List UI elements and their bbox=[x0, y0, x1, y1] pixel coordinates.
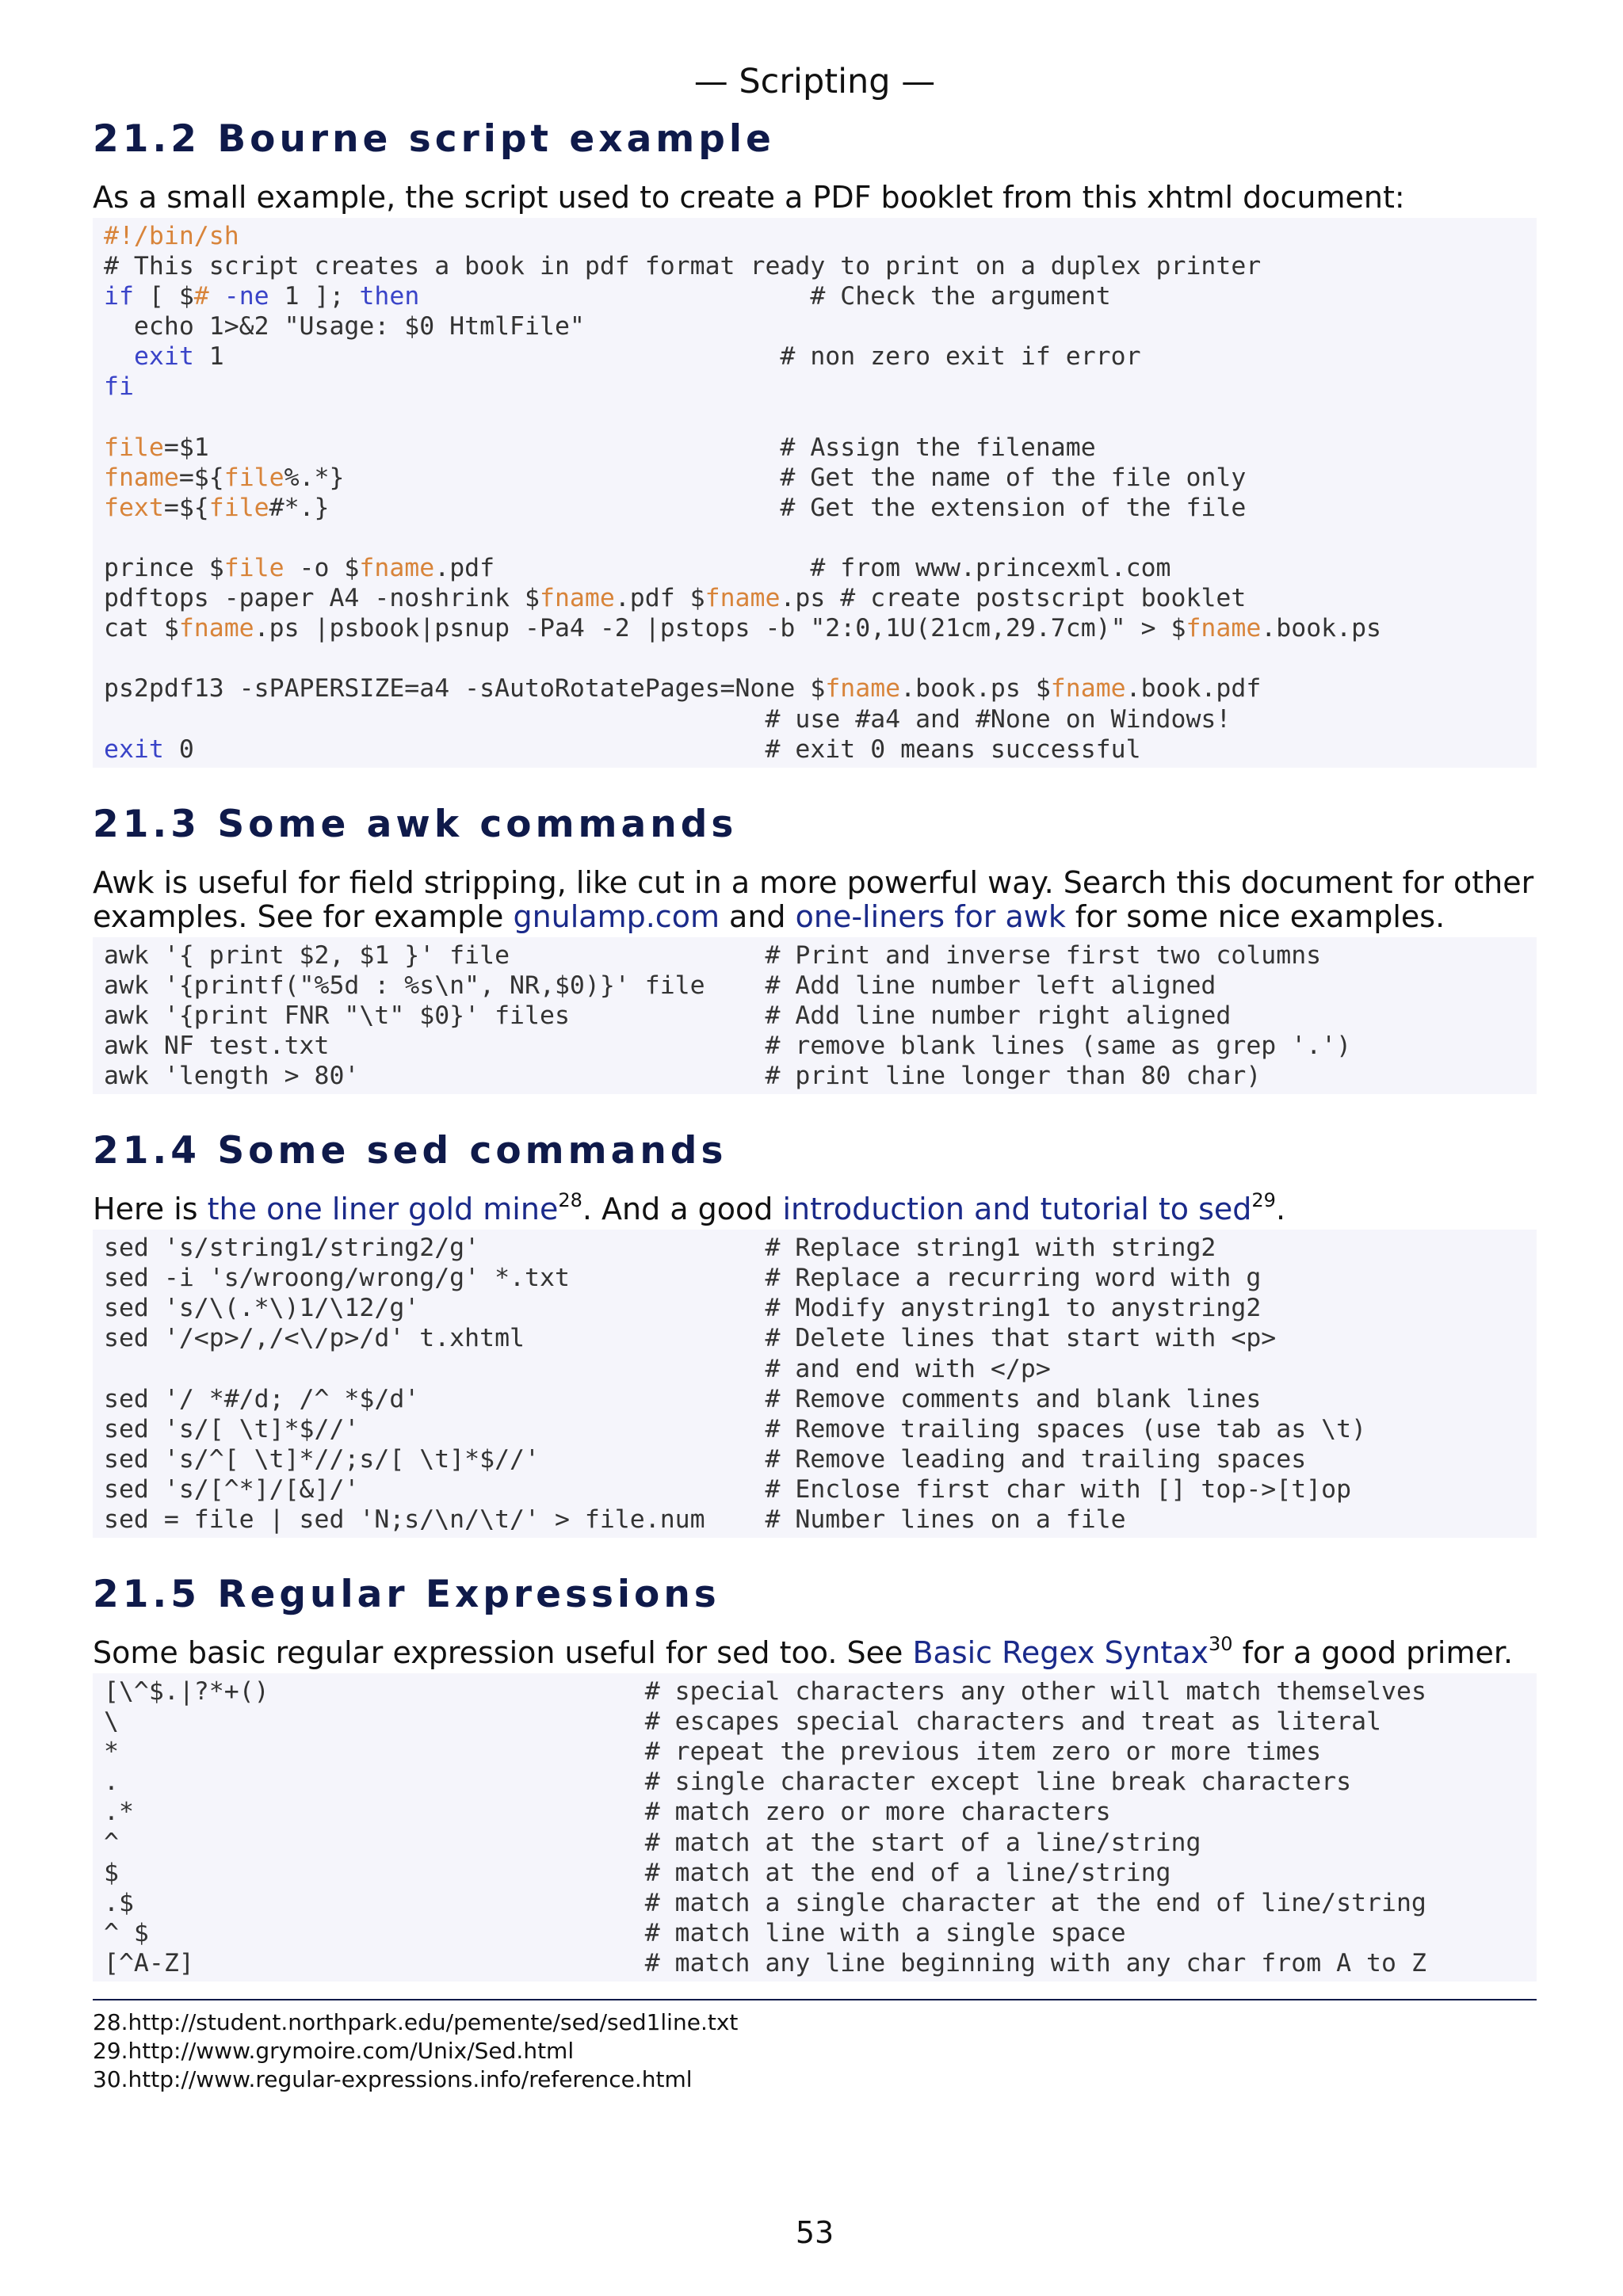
code-token: # Check the argument bbox=[419, 282, 1111, 311]
code-comment: # Modify anystring1 to anystring2 bbox=[765, 1294, 1262, 1323]
code-padding bbox=[540, 1445, 765, 1474]
code-padding bbox=[510, 941, 765, 970]
code-token bbox=[209, 282, 224, 311]
code-token: =$1 # Assign the filename bbox=[163, 433, 1096, 462]
code-comment: # Replace string1 with string2 bbox=[765, 1234, 1216, 1263]
code-comment: # repeat the previous item zero or more times bbox=[644, 1737, 1322, 1767]
footnote-29: 29.http://www.grymoire.com/Unix/Sed.html bbox=[93, 2038, 575, 2065]
code-line bbox=[104, 372, 1537, 402]
code-command: [^A-Z] bbox=[104, 1948, 194, 1978]
code-line bbox=[104, 1233, 1537, 1263]
code-command: . bbox=[104, 1768, 119, 1797]
code-command: sed = file | sed 'N;s/\n/\t/' > file.num bbox=[104, 1505, 705, 1534]
code-padding bbox=[134, 1798, 645, 1826]
code-padding bbox=[359, 1415, 765, 1444]
code-line bbox=[104, 1293, 1537, 1323]
code-comment: # Remove trailing spaces (use tab as \t) bbox=[765, 1414, 1367, 1444]
code-token: #!/bin/sh bbox=[104, 222, 239, 250]
code-token: .ps |psbook|psnup -Pa4 -2 |pstops -b "2:0,1U(21cm,29.7cm)" > $ bbox=[254, 614, 1186, 643]
code-token: fname bbox=[104, 463, 179, 492]
code-padding bbox=[104, 1355, 765, 1383]
code-token: fname bbox=[178, 614, 254, 643]
code-padding bbox=[329, 1032, 765, 1060]
code-command: sed 's/^[ \t]*//;s/[ \t]*$//' bbox=[104, 1444, 540, 1474]
link-gnulamp[interactable]: gnulamp.com bbox=[513, 898, 720, 934]
code-token: # use #a4 and #None on Windows! bbox=[104, 704, 1232, 734]
code-line bbox=[104, 1888, 1537, 1918]
code-line bbox=[104, 1505, 1537, 1535]
intro-text: for some nice examples. bbox=[1065, 898, 1445, 934]
code-line bbox=[104, 1797, 1537, 1827]
code-line bbox=[104, 734, 1537, 765]
code-token: then bbox=[359, 282, 420, 311]
section-heading-21-3: 21.3 Some awk commands bbox=[93, 802, 738, 846]
code-comment: # match line with a single space bbox=[644, 1918, 1126, 1947]
link-awk-one-liners[interactable]: one-liners for awk bbox=[795, 898, 1066, 934]
code-token: .pdf # from www.princexml.com bbox=[434, 554, 1171, 583]
footnotes bbox=[93, 1999, 1537, 2094]
code-line bbox=[104, 433, 1537, 463]
section-heading-21-5: 21.5 Regular Expressions bbox=[93, 1573, 720, 1617]
intro-text: . bbox=[1275, 1192, 1286, 1227]
intro-text: Here is bbox=[93, 1192, 208, 1227]
code-line bbox=[104, 493, 1537, 523]
code-token: fname bbox=[359, 554, 435, 583]
code-token: fname bbox=[539, 584, 615, 613]
code-token: fname bbox=[1050, 674, 1126, 704]
code-token: fext bbox=[104, 493, 164, 522]
code-comment: # Enclose first char with [] top->[t]op bbox=[765, 1474, 1352, 1504]
code-comment: # Replace a recurring word with g bbox=[765, 1264, 1262, 1293]
code-token: ps2pdf13 -sPAPERSIZE=a4 -sAutoRotatePages=None $ bbox=[104, 674, 826, 704]
link-sed-tutorial[interactable]: introduction and tutorial to sed bbox=[782, 1192, 1252, 1227]
code-token: -ne bbox=[223, 282, 269, 311]
code-block-regex bbox=[93, 1673, 1537, 1981]
code-command: .* bbox=[104, 1798, 134, 1827]
code-command: sed '/<p>/,/<\/p>/d' t.xhtml bbox=[104, 1324, 525, 1353]
code-padding bbox=[419, 1294, 765, 1322]
link-basic-regex-syntax[interactable]: Basic Regex Syntax bbox=[912, 1635, 1209, 1671]
code-token: pdftops -paper A4 -noshrink $ bbox=[104, 584, 540, 613]
code-comment: # Add line number right aligned bbox=[765, 1001, 1232, 1030]
code-token: prince $ bbox=[104, 554, 224, 583]
code-line bbox=[104, 1918, 1537, 1948]
code-padding bbox=[525, 1324, 765, 1352]
code-padding bbox=[419, 1385, 765, 1413]
code-comment: # Number lines on a file bbox=[765, 1505, 1126, 1534]
code-token: cat $ bbox=[104, 614, 179, 643]
code-line bbox=[104, 311, 1537, 341]
code-line bbox=[104, 1354, 1537, 1384]
code-line bbox=[104, 643, 1537, 673]
code-token: -o $ bbox=[284, 554, 360, 583]
code-comment: # Add line number left aligned bbox=[765, 971, 1216, 1000]
code-command: .$ bbox=[104, 1888, 134, 1917]
code-comment: # match at the start of a line/string bbox=[644, 1828, 1201, 1857]
code-token: fname bbox=[825, 674, 901, 704]
section-intro-21-4 bbox=[93, 1189, 1537, 1227]
code-padding bbox=[359, 1062, 765, 1090]
code-token: # This script creates a book in pdf format ready to print on a duplex printer bbox=[104, 252, 1262, 281]
code-command: $ bbox=[104, 1858, 119, 1887]
code-token: file bbox=[208, 493, 269, 522]
code-padding bbox=[705, 1505, 766, 1534]
code-padding bbox=[194, 1949, 645, 1978]
code-padding bbox=[119, 1859, 645, 1887]
code-token: .pdf $ bbox=[614, 584, 705, 613]
code-comment: # Remove comments and blank lines bbox=[765, 1384, 1262, 1413]
code-token: exit bbox=[104, 734, 164, 764]
code-padding bbox=[119, 1707, 645, 1736]
code-token: [ $ bbox=[133, 282, 194, 311]
code-padding bbox=[359, 1475, 765, 1504]
code-line bbox=[104, 673, 1537, 704]
code-padding bbox=[269, 1677, 645, 1706]
code-line bbox=[104, 523, 1537, 553]
code-token: file bbox=[223, 463, 285, 492]
code-comment: # match a single character at the end of line/string bbox=[644, 1888, 1426, 1917]
code-token: echo 1>&2 "Usage: $0 HtmlFile" bbox=[104, 312, 585, 341]
code-line bbox=[104, 583, 1537, 613]
code-padding bbox=[119, 1829, 645, 1857]
code-token: .book.ps $ bbox=[900, 674, 1051, 704]
code-command: \ bbox=[104, 1707, 119, 1737]
code-line bbox=[104, 1858, 1537, 1888]
footnote-30: 30.http://www.regular-expressions.info/reference.html bbox=[93, 2066, 693, 2093]
code-line bbox=[104, 940, 1537, 971]
code-comment: # print line longer than 80 char) bbox=[765, 1062, 1262, 1091]
code-token: 0 # exit 0 means successful bbox=[163, 734, 1141, 764]
page-number: 53 bbox=[795, 2215, 834, 2250]
code-token: # bbox=[193, 282, 209, 311]
section-intro-21-2: As a small example, the script used to create a PDF booklet from this xhtml document: bbox=[93, 180, 1405, 215]
code-token: fi bbox=[104, 372, 134, 402]
code-line bbox=[104, 251, 1537, 281]
code-comment: # match zero or more characters bbox=[644, 1798, 1111, 1827]
code-comment: # Remove leading and trailing spaces bbox=[765, 1444, 1307, 1474]
section-heading-21-2: 21.2 Bourne script example bbox=[93, 117, 775, 161]
page bbox=[93, 0, 1537, 2250]
code-command: sed 's/\(.*\)1/\12/g' bbox=[104, 1294, 420, 1323]
code-padding bbox=[149, 1919, 645, 1947]
code-line bbox=[104, 1707, 1537, 1737]
code-command: sed 's/[ \t]*$//' bbox=[104, 1414, 360, 1444]
footnote-ref: 28 bbox=[558, 1189, 582, 1212]
code-command: awk '{ print $2, $1 }' file bbox=[104, 940, 510, 970]
code-token: .book.ps bbox=[1261, 614, 1382, 643]
code-line bbox=[104, 1323, 1537, 1353]
code-comment: # and end with </p> bbox=[765, 1354, 1051, 1383]
code-token: 1 ]; bbox=[269, 282, 360, 311]
code-padding bbox=[119, 1737, 645, 1766]
intro-text: and bbox=[719, 898, 796, 934]
code-line bbox=[104, 1061, 1537, 1091]
code-token bbox=[104, 342, 134, 371]
code-token: 1 # non zero exit if error bbox=[193, 342, 1141, 372]
code-comment: # Delete lines that start with <p> bbox=[765, 1324, 1277, 1353]
code-token: exit bbox=[133, 342, 194, 372]
code-command: [\^$.|?*+() bbox=[104, 1677, 269, 1707]
intro-text: for a good primer. bbox=[1232, 1635, 1514, 1671]
running-header: — Scripting — bbox=[693, 62, 936, 101]
code-token: fname bbox=[1186, 614, 1262, 643]
code-line bbox=[104, 1474, 1537, 1505]
code-command: awk 'length > 80' bbox=[104, 1062, 360, 1091]
section-intro-21-5 bbox=[93, 1633, 1537, 1671]
code-token: .ps # create postscript booklet bbox=[780, 584, 1247, 613]
code-line bbox=[104, 1444, 1537, 1474]
code-line bbox=[104, 1948, 1537, 1978]
code-token: file bbox=[223, 554, 285, 583]
code-command: sed 's/[^*]/[&]/' bbox=[104, 1474, 360, 1504]
code-token: =${ bbox=[178, 463, 224, 492]
code-line bbox=[104, 971, 1537, 1001]
code-token: =${ bbox=[163, 493, 209, 522]
code-token: fname bbox=[705, 584, 781, 613]
code-block-awk bbox=[93, 937, 1537, 1094]
code-line bbox=[104, 613, 1537, 643]
code-comment: # Print and inverse first two columns bbox=[765, 940, 1322, 970]
code-line bbox=[104, 1737, 1537, 1767]
code-line bbox=[104, 1828, 1537, 1858]
code-command: ^ bbox=[104, 1828, 119, 1857]
code-padding bbox=[570, 1264, 766, 1292]
intro-text: Awk is useful for field stripping, like cut in a more powerful way. Search this document for other examples. See for example bbox=[93, 864, 1534, 934]
code-command: * bbox=[104, 1737, 119, 1767]
code-comment: # special characters any other will match themselves bbox=[644, 1677, 1426, 1707]
code-token: %.*} # Get the name of the file only bbox=[284, 463, 1247, 492]
code-padding bbox=[479, 1234, 765, 1262]
code-command: sed 's/string1/string2/g' bbox=[104, 1234, 480, 1263]
code-line bbox=[104, 341, 1537, 372]
code-token: #*.} # Get the extension of the file bbox=[269, 493, 1247, 522]
code-padding bbox=[705, 971, 766, 1000]
code-line bbox=[104, 402, 1537, 433]
code-comment: # escapes special characters and treat as literal bbox=[644, 1707, 1381, 1737]
link-one-liner-gold-mine[interactable]: the one liner gold mine bbox=[207, 1192, 559, 1227]
code-command: ^ $ bbox=[104, 1918, 149, 1947]
code-block-sed bbox=[93, 1230, 1537, 1538]
code-line bbox=[104, 1676, 1537, 1707]
code-line bbox=[104, 1767, 1537, 1797]
code-line bbox=[104, 463, 1537, 493]
code-line bbox=[104, 1263, 1537, 1293]
intro-text: . And a good bbox=[582, 1192, 783, 1227]
code-line bbox=[104, 1414, 1537, 1444]
code-command: sed '/ *#/d; /^ *$/d' bbox=[104, 1384, 420, 1413]
section-intro-21-3 bbox=[93, 866, 1537, 934]
code-token: .book.pdf bbox=[1125, 674, 1262, 704]
code-block-bourne-script bbox=[93, 218, 1537, 768]
code-comment: # remove blank lines (same as grep '.') bbox=[765, 1031, 1352, 1060]
code-line bbox=[104, 1031, 1537, 1061]
code-comment: # match at the end of a line/string bbox=[644, 1858, 1171, 1887]
code-padding bbox=[134, 1889, 645, 1917]
code-command: awk NF test.txt bbox=[104, 1031, 330, 1060]
code-line bbox=[104, 704, 1537, 734]
code-comment: # single character except line break characters bbox=[644, 1768, 1352, 1797]
code-command: awk '{print FNR "\t" $0}' files bbox=[104, 1001, 570, 1030]
code-line bbox=[104, 281, 1537, 311]
code-comment: # match any line beginning with any char from A to Z bbox=[644, 1948, 1426, 1978]
footnote-ref: 29 bbox=[1251, 1189, 1276, 1212]
intro-text: Some basic regular expression useful for sed too. See bbox=[93, 1635, 913, 1671]
code-line bbox=[104, 553, 1537, 583]
code-line bbox=[104, 1384, 1537, 1414]
section-heading-21-4: 21.4 Some sed commands bbox=[93, 1129, 727, 1173]
code-command: awk '{printf("%5d : %s\n", NR,$0)}' file bbox=[104, 971, 705, 1000]
code-padding bbox=[570, 1001, 766, 1030]
code-padding bbox=[119, 1768, 645, 1796]
code-line bbox=[104, 221, 1537, 251]
code-command: sed -i 's/wroong/wrong/g' *.txt bbox=[104, 1264, 570, 1293]
code-token: if bbox=[104, 282, 134, 311]
code-token: file bbox=[104, 433, 164, 462]
code-line bbox=[104, 1001, 1537, 1031]
footnote-28: 28.http://student.northpark.edu/pemente/sed/sed1line.txt bbox=[93, 2009, 739, 2036]
footnote-ref: 30 bbox=[1209, 1633, 1233, 1656]
